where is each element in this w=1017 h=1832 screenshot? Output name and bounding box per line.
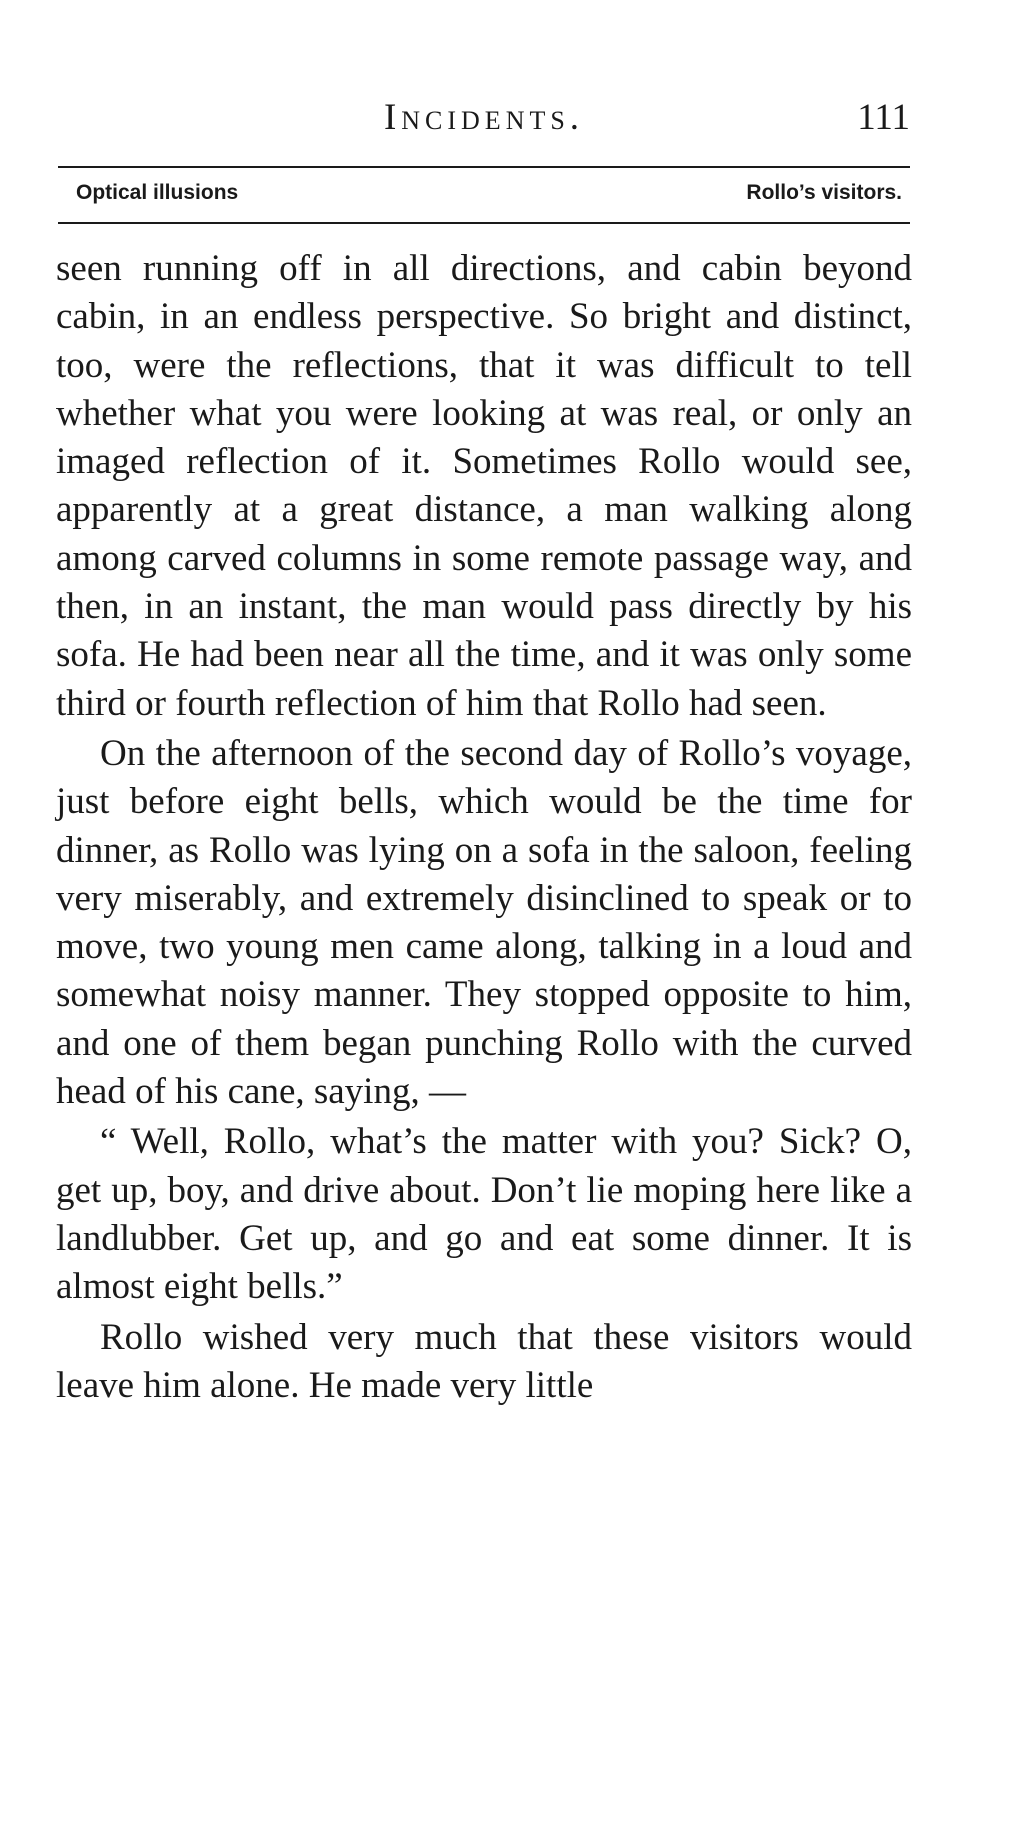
header-rule-top [58, 166, 910, 168]
body-text [56, 245, 912, 1410]
page-number: 111 [857, 97, 910, 138]
running-head [58, 96, 910, 150]
paragraph-continued: seen running off in all directions, and cabin beyond cabin, in an endless perspective. So bright and distinct, too, were the reflections, that it was difficult to tell whether what you were looking at was real, or only an imaged reflection of it. Sometimes Rollo would see, apparently at a great distance, a man walking along among carved columns in some remote passage way, and then, in an instant, the man would pass directly by his sofa. He had been near all the time, and it was only some third or fourth reflection of him that Rollo had seen. [56, 248, 912, 724]
subhead-left: Optical illusions [76, 181, 239, 204]
header-rule-bottom [58, 222, 910, 224]
subhead-right: Rollo’s visitors. [746, 181, 902, 204]
running-title: Incidents. [383, 97, 585, 138]
marginal-subheads [76, 181, 902, 211]
paragraph-dialogue: “ Well, Rollo, what’s the matter with you? Sick? O, get up, boy, and drive about. Don’t lie moping here like a landlubber. Get up, and go and eat some dinner. It is almost eight bells.” [56, 1121, 912, 1308]
paragraph: On the afternoon of the second day of Rollo’s voyage, just before eight bells, which would be the time for dinner, as Rollo was lying on a sofa in the saloon, feeling very miserably, and extremely disinclined to speak or to move, two young men came along, talking in a loud and somewhat noisy manner. They stopped opposite to him, and one of them began punching Rollo with the curved head of his cane, saying, — [56, 732, 912, 1113]
paragraph: Rollo wished very much that these visitors would leave him alone. He made very little [56, 1316, 912, 1406]
